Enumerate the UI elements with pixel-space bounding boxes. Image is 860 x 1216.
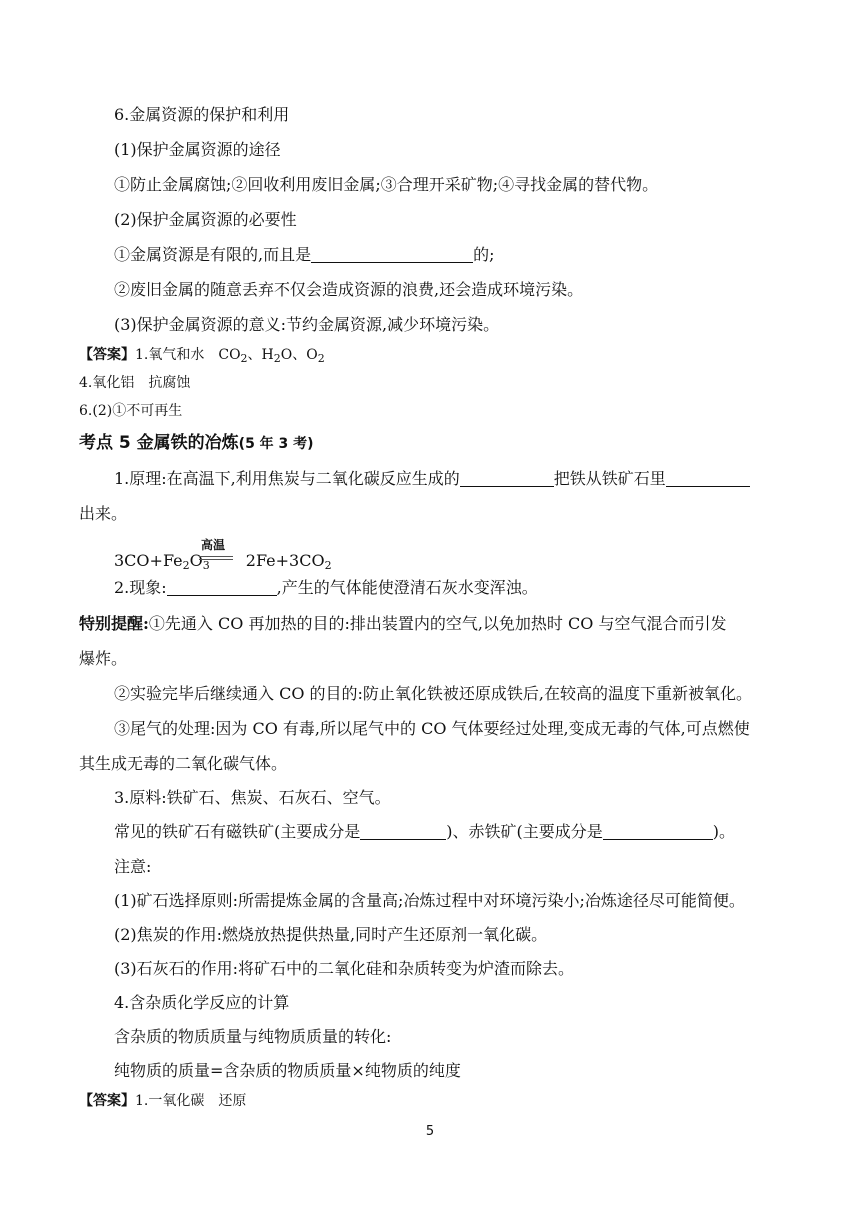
- answer-blank: [360, 823, 446, 840]
- answer-label: 【答案】: [79, 347, 135, 363]
- note-1: (1)矿石选择原则:所需提炼金属的含量高;冶炼过程中对环境污染小;冶炼途径尽可能简便。: [114, 891, 745, 910]
- answer-line: [79, 1090, 246, 1112]
- topic-heading-text: 考点 5 金属铁的冶炼: [79, 433, 239, 453]
- calc-text-2: 纯物质的质量=含杂质的物质质量×纯物质的纯度: [114, 1061, 461, 1080]
- subscript: 3: [202, 559, 210, 572]
- text: 2.现象:: [114, 578, 167, 597]
- answer-blank: [603, 823, 713, 840]
- sec6-p1-text: ①防止金属腐蚀;②回收利用废旧金属;③合理开采矿物;④寻找金属的替代物。: [114, 175, 659, 194]
- sec6-p3: (3)保护金属资源的意义:节约金属资源,减少环境污染。: [114, 315, 500, 334]
- tip-2: ②实验完毕后继续通入 CO 的目的:防止氧化铁被还原成铁后,在较高的温度下重新被氧化。: [114, 684, 753, 703]
- page-number: 5: [425, 1124, 435, 1139]
- calc-text-1: 含杂质的物质质量与纯物质质量的转化:: [114, 1027, 392, 1046]
- subscript: 2: [324, 559, 332, 572]
- text: 把铁从铁矿石里: [553, 469, 666, 488]
- answer-blank: [460, 470, 554, 487]
- answer-blank: [666, 470, 750, 487]
- answer-line: 6.(2)①不可再生: [79, 403, 183, 419]
- eq-text: 2Fe+3CO: [245, 551, 325, 570]
- answer-blank: [311, 246, 473, 263]
- ore-line: [114, 821, 735, 843]
- tip-label: 特别提醒:: [79, 614, 149, 633]
- note-heading: 注意:: [114, 857, 152, 876]
- answer-label: 【答案】: [79, 1093, 135, 1109]
- note-2: (2)焦炭的作用:燃烧放热提供热量,同时产生还原剂一氧化碳。: [114, 925, 548, 944]
- topic-heading-note: (5 年 3 考): [238, 436, 314, 452]
- tip-3-cont: 其生成无毒的二氧化碳气体。: [79, 754, 288, 773]
- materials-line: 3.原料:铁矿石、焦炭、石灰石、空气。: [114, 788, 391, 807]
- topic-heading: [79, 432, 314, 455]
- tip-1-cont: 爆炸。: [79, 649, 128, 668]
- tip-1: [79, 613, 726, 635]
- phenomenon-line: [114, 577, 538, 599]
- answer-text: 1.氧气和水 CO: [135, 347, 241, 363]
- text: ,产生的气体能使澄清石灰水变浑浊。: [276, 578, 538, 597]
- eq-text: 3CO+Fe: [114, 551, 183, 570]
- subscript: 2: [273, 352, 281, 365]
- principle-line-end: 出来。: [79, 504, 128, 523]
- answer-line: 4.氧化铝 抗腐蚀: [79, 375, 191, 391]
- eq-text: O: [189, 551, 203, 570]
- answer-line: [79, 344, 325, 366]
- equation-line: [199, 559, 233, 560]
- answer-text: 、H: [247, 347, 274, 363]
- text: 的;: [473, 245, 495, 264]
- text: )。: [712, 822, 735, 841]
- principle-line: [114, 468, 750, 490]
- sec6-p2-a: [114, 244, 495, 266]
- text: )、赤铁矿(主要成分是: [446, 822, 603, 841]
- text: ①金属资源是有限的,而且是: [114, 245, 312, 264]
- answer-text: 1.一氧化碳 还原: [135, 1093, 247, 1109]
- sec6-p2-heading: (2)保护金属资源的必要性: [114, 210, 297, 229]
- subscript: 2: [240, 352, 248, 365]
- calc-heading: 4.含杂质化学反应的计算: [114, 993, 290, 1012]
- tip-3: ③尾气的处理:因为 CO 有毒,所以尾气中的 CO 气体要经过处理,变成无毒的气体,可点燃使: [114, 719, 750, 738]
- text: 1.原理:在高温下,利用焦炭与二氧化碳反应生成的: [114, 469, 460, 488]
- answer-text: O、O: [280, 347, 318, 363]
- chemical-equation: [114, 550, 332, 572]
- text: 常见的铁矿石有磁铁矿(主要成分是: [114, 822, 361, 841]
- text: ①先通入 CO 再加热的目的:排出装置内的空气,以免加热时 CO 与空气混合而引发: [148, 614, 727, 633]
- section-6-title: 6.金属资源的保护和利用: [114, 105, 290, 124]
- equation-line: [199, 556, 233, 557]
- note-3: (3)石灰石的作用:将矿石中的二氧化硅和杂质转变为炉渣而除去。: [114, 959, 575, 978]
- subscript: 2: [317, 352, 325, 365]
- sec6-p1-heading: (1)保护金属资源的途径: [114, 140, 281, 159]
- subscript: 2: [182, 559, 190, 572]
- reaction-condition: 高温: [201, 538, 226, 552]
- answer-blank: [167, 579, 277, 596]
- sec6-p2-b: ②废旧金属的随意丢弃不仅会造成资源的浪费,还会造成环境污染。: [114, 280, 584, 299]
